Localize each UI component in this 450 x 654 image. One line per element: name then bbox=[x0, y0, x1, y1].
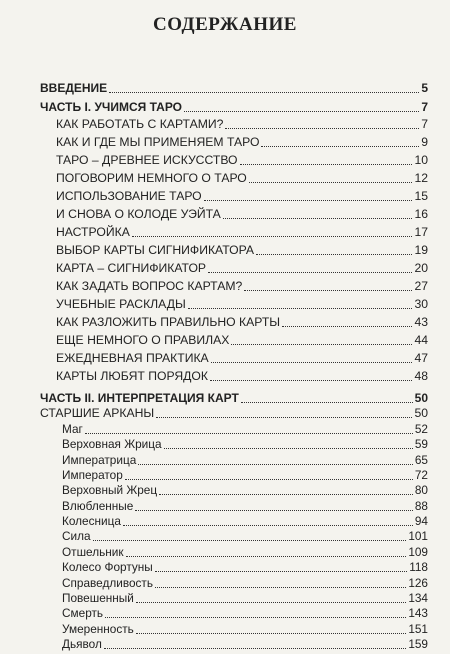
toc-entry-page: 19 bbox=[414, 243, 428, 257]
toc-entry-page: 143 bbox=[408, 606, 428, 620]
toc-entry bbox=[62, 482, 428, 498]
toc-entry-title: Колесница bbox=[62, 514, 121, 528]
toc-entry-page: 134 bbox=[408, 591, 428, 605]
toc-entry-title: КАРТА – СИГНИФИКАТОР bbox=[56, 261, 207, 275]
dot-leader bbox=[132, 236, 413, 237]
toc-entry-page: 50 bbox=[414, 406, 428, 420]
dot-leader bbox=[159, 494, 413, 495]
toc-entry bbox=[62, 621, 428, 637]
toc-entry-title: Маг bbox=[62, 422, 83, 436]
toc-entry bbox=[56, 314, 428, 330]
dot-leader bbox=[223, 218, 413, 219]
toc-entry-title: ЕЖЕДНЕВНАЯ ПРАКТИКА bbox=[56, 351, 209, 365]
dot-leader bbox=[240, 164, 413, 165]
toc-entry bbox=[40, 80, 428, 96]
toc-entry bbox=[56, 152, 428, 168]
dot-leader bbox=[109, 92, 419, 93]
toc-entry bbox=[56, 242, 428, 258]
toc-entry-page: 80 bbox=[414, 483, 428, 497]
dot-leader bbox=[135, 510, 413, 511]
dot-leader bbox=[211, 362, 413, 363]
dot-leader bbox=[93, 540, 407, 541]
toc-entry-page: 65 bbox=[414, 453, 428, 467]
toc-entry-page: 44 bbox=[414, 333, 428, 347]
toc-entry bbox=[40, 390, 428, 406]
toc-entry bbox=[62, 559, 428, 575]
dot-leader bbox=[155, 571, 407, 572]
dot-leader bbox=[261, 146, 419, 147]
dot-leader bbox=[164, 448, 413, 449]
dot-leader bbox=[138, 464, 413, 465]
toc-entry bbox=[62, 452, 428, 468]
toc-entry-page: 159 bbox=[408, 637, 428, 651]
toc-entry bbox=[56, 368, 428, 384]
toc-entry-title: Дьявол bbox=[62, 637, 102, 651]
toc-entry-page: 10 bbox=[414, 153, 428, 167]
dot-leader bbox=[244, 290, 412, 291]
dot-leader bbox=[208, 272, 412, 273]
dot-leader bbox=[204, 200, 413, 201]
dot-leader bbox=[104, 648, 406, 649]
toc-entry-page: 16 bbox=[414, 207, 428, 221]
toc-entry bbox=[62, 544, 428, 560]
dot-leader bbox=[210, 380, 412, 381]
toc-entry-page: 59 bbox=[414, 437, 428, 451]
dot-leader bbox=[231, 344, 412, 345]
toc-entry-page: 7 bbox=[421, 100, 428, 114]
toc-entry bbox=[40, 99, 428, 115]
toc-entry-title: Верховная Жрица bbox=[62, 437, 162, 451]
toc-entry-page: 101 bbox=[408, 529, 428, 543]
toc-entry-title: Влюбленные bbox=[62, 499, 134, 513]
toc-entry-title: Колесо Фортуны bbox=[62, 560, 153, 574]
toc-entry-title: Умеренность bbox=[62, 622, 134, 636]
toc-entry-title: Повешенный bbox=[62, 591, 134, 605]
toc-entry-page: 7 bbox=[421, 117, 428, 131]
toc-entry-title: И СНОВА О КОЛОДЕ УЭЙТА bbox=[56, 207, 221, 221]
toc-entry-title: Сила bbox=[62, 529, 91, 543]
toc-entry bbox=[56, 296, 428, 312]
toc-entry-title: КАК И ГДЕ МЫ ПРИМЕНЯЕМ ТАРО bbox=[56, 135, 260, 149]
toc-entry-page: 126 bbox=[408, 576, 428, 590]
toc-entry bbox=[40, 405, 428, 421]
dot-leader bbox=[184, 111, 419, 112]
toc-entry bbox=[56, 206, 428, 222]
toc-entry-title: ЧАСТЬ I. УЧИМСЯ ТАРО bbox=[40, 100, 183, 114]
toc-entry-page: 5 bbox=[421, 81, 428, 95]
toc-entry bbox=[62, 421, 428, 437]
dot-leader bbox=[241, 402, 413, 403]
toc-entry-title: ЧАСТЬ II. ИНТЕРПРЕТАЦИЯ КАРТ bbox=[40, 391, 239, 405]
dot-leader bbox=[249, 182, 413, 183]
toc-entry-title: КАРТЫ ЛЮБЯТ ПОРЯДОК bbox=[56, 369, 208, 383]
toc-entry-page: 12 bbox=[414, 171, 428, 185]
toc-entry-title: Отшельник bbox=[62, 545, 124, 559]
dot-leader bbox=[282, 326, 412, 327]
toc-entry-title: Справедливость bbox=[62, 576, 153, 590]
toc-entry-page: 48 bbox=[414, 369, 428, 383]
toc-entry-page: 72 bbox=[414, 468, 428, 482]
toc-entry bbox=[56, 188, 428, 204]
toc-entry bbox=[56, 260, 428, 276]
toc-entry-page: 109 bbox=[408, 545, 428, 559]
toc-entry-page: 15 bbox=[414, 189, 428, 203]
toc-entry-page: 52 bbox=[414, 422, 428, 436]
dot-leader bbox=[155, 587, 406, 588]
toc-entry-title: КАК ЗАДАТЬ ВОПРОС КАРТАМ? bbox=[56, 279, 243, 293]
dot-leader bbox=[126, 556, 407, 557]
toc-entry-title: ТАРО – ДРЕВНЕЕ ИСКУССТВО bbox=[56, 153, 238, 167]
toc-entry bbox=[62, 605, 428, 621]
toc-entry bbox=[56, 224, 428, 240]
dot-leader bbox=[123, 525, 413, 526]
dot-leader bbox=[156, 417, 412, 418]
toc-entry-page: 88 bbox=[414, 499, 428, 513]
toc-entry bbox=[62, 513, 428, 529]
toc-entry-page: 50 bbox=[414, 391, 428, 405]
toc-entry-page: 94 bbox=[414, 514, 428, 528]
toc-entry-title: ИСПОЛЬЗОВАНИЕ ТАРО bbox=[56, 189, 202, 203]
toc-entry bbox=[56, 278, 428, 294]
toc-entry bbox=[62, 590, 428, 606]
toc-entry-title: Императрица bbox=[62, 453, 137, 467]
toc-entry bbox=[62, 467, 428, 483]
dot-leader bbox=[256, 254, 412, 255]
dot-leader bbox=[125, 479, 413, 480]
toc-entry-page: 47 bbox=[414, 351, 428, 365]
toc-entry-title: НАСТРОЙКА bbox=[56, 225, 130, 239]
dot-leader bbox=[136, 633, 407, 634]
dot-leader bbox=[85, 433, 413, 434]
dot-leader bbox=[105, 617, 406, 618]
toc-entry-title: КАК РАБОТАТЬ С КАРТАМИ? bbox=[56, 117, 224, 131]
toc-entry bbox=[56, 350, 428, 366]
toc-entry-page: 27 bbox=[414, 279, 428, 293]
toc-entry-title: ВВЕДЕНИЕ bbox=[40, 81, 108, 95]
toc-entry bbox=[56, 116, 428, 132]
toc-entry bbox=[62, 636, 428, 652]
toc-entry bbox=[62, 498, 428, 514]
toc-entry-page: 20 bbox=[414, 261, 428, 275]
toc-entry-page: 17 bbox=[414, 225, 428, 239]
toc-entry-title: УЧЕБНЫЕ РАСКЛАДЫ bbox=[56, 297, 186, 311]
toc-entry bbox=[56, 134, 428, 150]
toc-entry-title: ПОГОВОРИМ НЕМНОГО О ТАРО bbox=[56, 171, 247, 185]
toc-entry-page: 118 bbox=[409, 560, 428, 574]
toc-entry-title: КАК РАЗЛОЖИТЬ ПРАВИЛЬНО КАРТЫ bbox=[56, 315, 281, 329]
toc-entry-page: 30 bbox=[414, 297, 428, 311]
toc-entry-title: СТАРШИЕ АРКАНЫ bbox=[40, 406, 155, 420]
dot-leader bbox=[136, 602, 406, 603]
toc-entry-title: ВЫБОР КАРТЫ СИГНИФИКАТОРА bbox=[56, 243, 255, 257]
page-title: СОДЕРЖАНИЕ bbox=[153, 14, 297, 35]
toc-entry-title: Император bbox=[62, 468, 123, 482]
dot-leader bbox=[188, 308, 413, 309]
toc-entry-title: ЕЩЕ НЕМНОГО О ПРАВИЛАХ bbox=[56, 333, 230, 347]
toc-entry-page: 151 bbox=[408, 622, 428, 636]
toc-entry-title: Верховный Жрец bbox=[62, 483, 158, 497]
toc-entry bbox=[56, 170, 428, 186]
toc-entry bbox=[62, 436, 428, 452]
toc-entry bbox=[62, 528, 428, 544]
toc-entry-title: Смерть bbox=[62, 606, 104, 620]
dot-leader bbox=[225, 128, 419, 129]
toc-entry bbox=[62, 575, 428, 591]
toc-entry bbox=[56, 332, 428, 348]
toc-entry-page: 43 bbox=[414, 315, 428, 329]
toc-entry-page: 9 bbox=[421, 135, 428, 149]
